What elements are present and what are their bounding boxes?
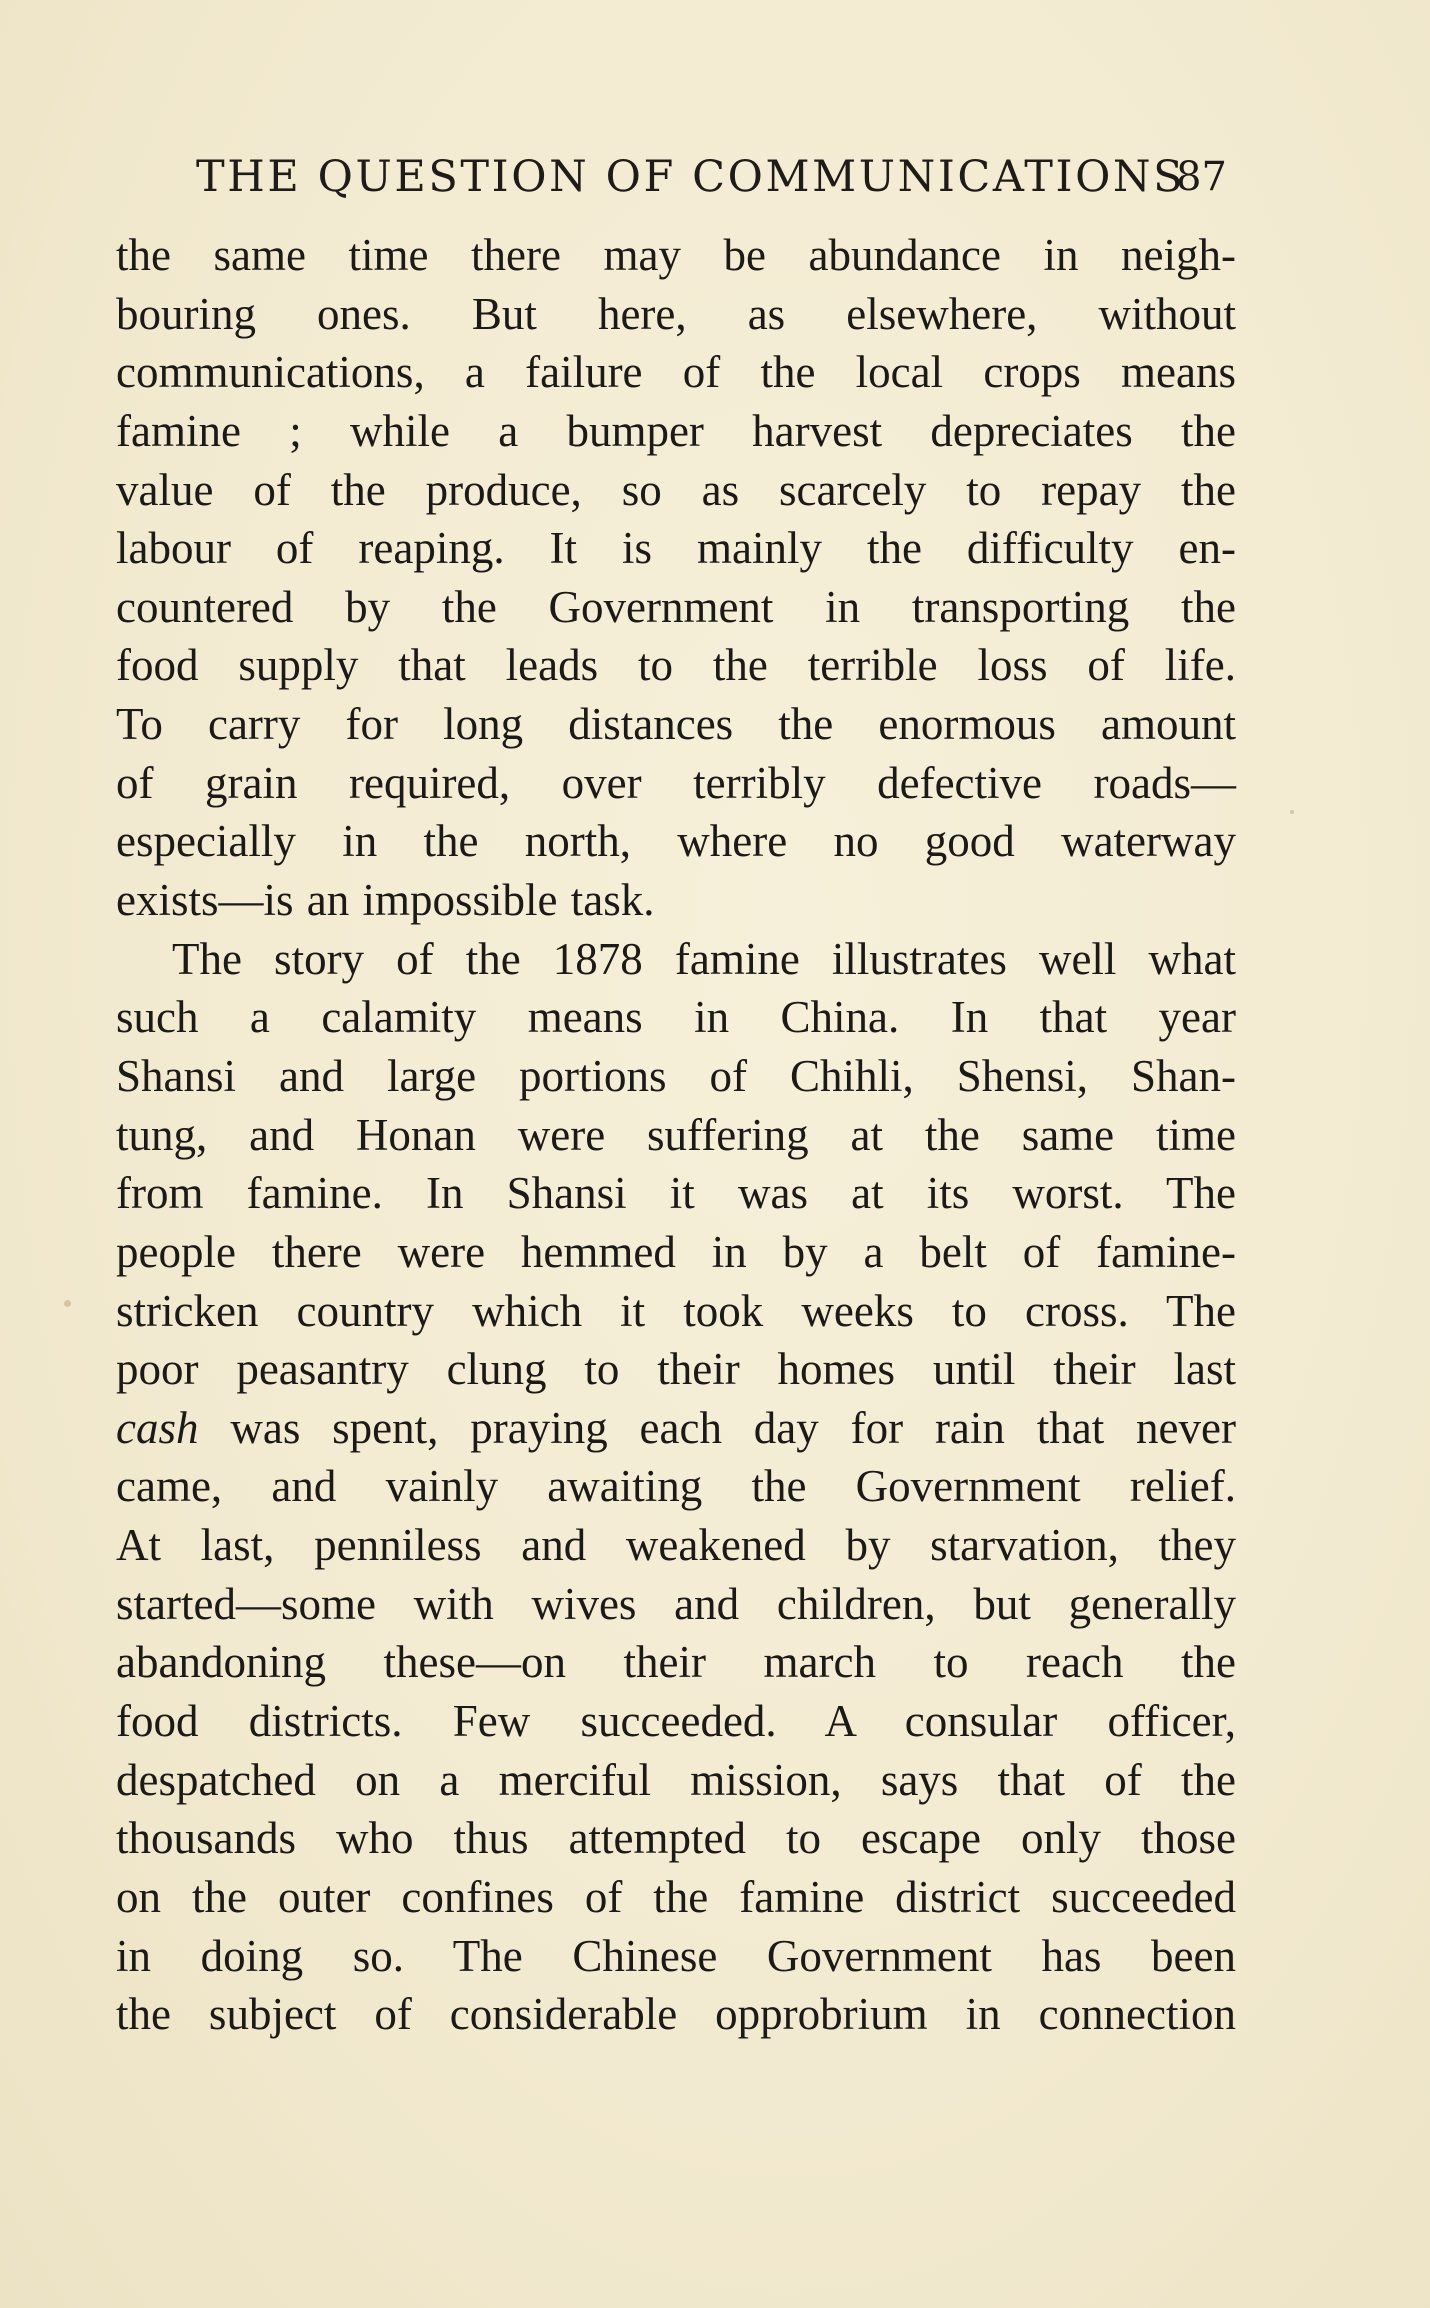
text-line: At last, penniless and weakened by starvation, they: [116, 1520, 1236, 1571]
italic-word: cash: [116, 1402, 199, 1453]
text-line: exists—is an impossible task.: [116, 875, 655, 926]
paragraph-1: [116, 226, 1236, 930]
text-line: To carry for long distances the enormous amount: [116, 699, 1236, 750]
text-line: abandoning these—on their march to reach the: [116, 1637, 1236, 1688]
text-line: food supply that leads to the terrible loss of life.: [116, 640, 1236, 691]
text-line: labour of reaping. It is mainly the difficulty en-: [116, 523, 1236, 574]
text-line: the subject of considerable opprobrium in connection: [116, 1989, 1236, 2040]
text-line: stricken country which it took weeks to cross. The: [116, 1285, 1236, 1336]
paragraph-2: [116, 930, 1236, 2044]
running-head-title: THE QUESTION OF COMMUNICATIONS: [196, 152, 1186, 202]
text-line: famine ; while a bumper harvest depreciates the: [116, 405, 1236, 456]
paper-speck: [64, 1300, 71, 1307]
text-line: despatched on a merciful mission, says that of the: [116, 1754, 1236, 1805]
text-line: especially in the north, where no good waterway: [116, 816, 1236, 867]
text-line: thousands who thus attempted to escape only those: [116, 1813, 1236, 1864]
page-number: 87: [1176, 154, 1227, 200]
text-line: came, and vainly awaiting the Government relief.: [116, 1461, 1236, 1512]
text-line: The story of the 1878 famine illustrates well what: [172, 933, 1236, 984]
text-line: food districts. Few succeeded. A consular officer,: [116, 1696, 1236, 1747]
body-text: [116, 226, 1236, 2044]
text-line: communications, a failure of the local crops means: [116, 347, 1236, 398]
text-line: of grain required, over terribly defective roads—: [116, 757, 1236, 808]
text-line: people there were hemmed in by a belt of famine-: [116, 1226, 1236, 1277]
text-line: the same time there may be abundance in neigh-: [116, 230, 1236, 280]
text-line: started—some with wives and children, but generally: [116, 1578, 1236, 1629]
text-line: from famine. In Shansi it was at its worst. The: [116, 1168, 1236, 1219]
text-line-rest: was spent, praying each day for rain that never: [198, 1402, 1236, 1453]
text-line: Shansi and large portions of Chihli, Shensi, Shan-: [116, 1050, 1236, 1101]
text-line: countered by the Government in transporting the: [116, 581, 1236, 632]
text-line: in doing so. The Chinese Government has been: [116, 1930, 1236, 1981]
text-line: bouring ones. But here, as elsewhere, without: [116, 288, 1236, 339]
text-line: such a calamity means in China. In that year: [116, 992, 1236, 1043]
text-line: value of the produce, so as scarcely to repay the: [116, 464, 1236, 515]
text-line: on the outer confines of the famine district succeeded: [116, 1871, 1236, 1922]
text-line-with-italic: [116, 1399, 1236, 1458]
text-line: poor peasantry clung to their homes until their last: [116, 1344, 1236, 1395]
running-head: [0, 152, 1430, 212]
paper-speck: [1290, 810, 1294, 814]
text-line: tung, and Honan were suffering at the same time: [116, 1109, 1236, 1160]
